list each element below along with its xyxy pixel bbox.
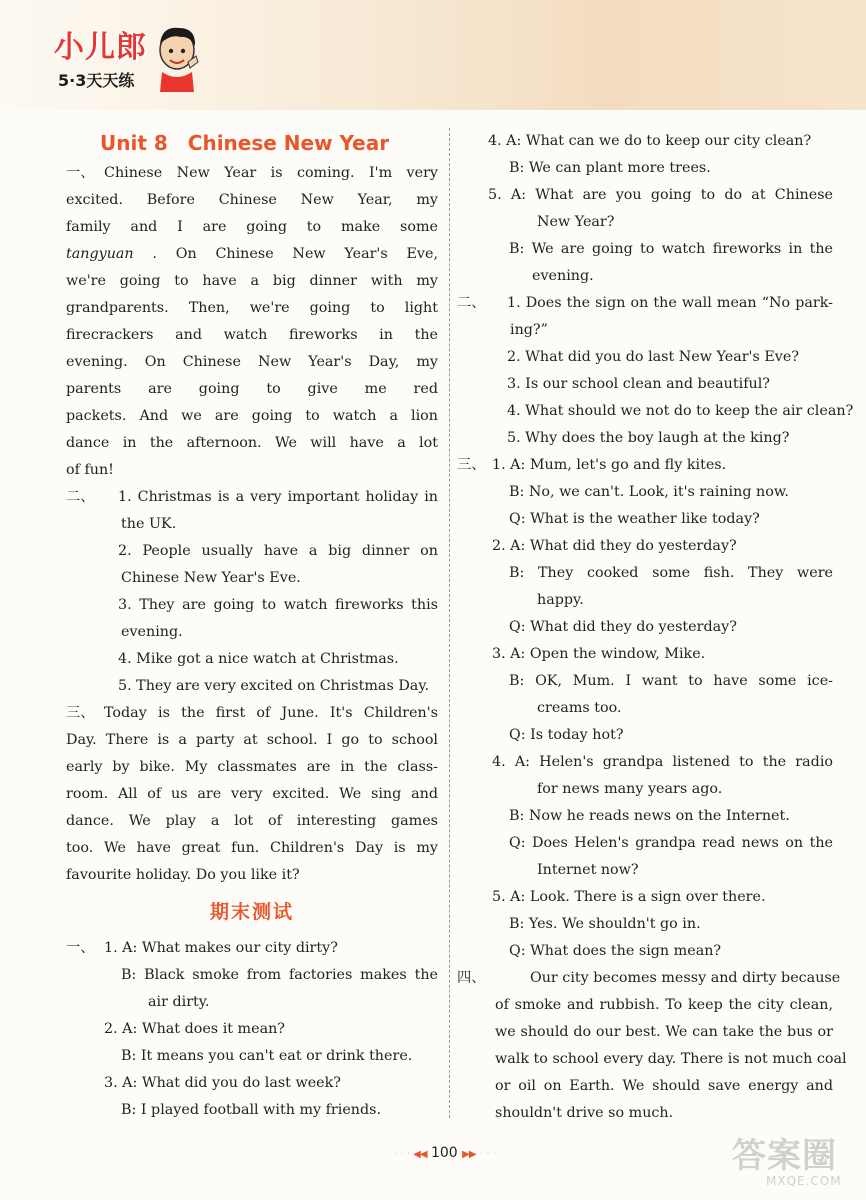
answer-text: Q: Does Helen's grandpa read news on the (509, 835, 833, 851)
answer-line (457, 209, 833, 236)
answer-line (66, 646, 438, 673)
answer-text: Chinese New Year's Eve. (121, 570, 301, 586)
answer-line (66, 565, 438, 592)
answer-line (457, 911, 833, 938)
logo-title: 小儿郎 (54, 30, 147, 65)
answer-text: creams too. (537, 700, 622, 716)
answer-text: early by bike. My classmates are in the class- (66, 759, 438, 775)
answer-text: B: They cooked some fish. They were (509, 565, 833, 581)
answer-line (457, 587, 833, 614)
italic-word: tangyuan (66, 246, 134, 262)
answer-text: 2. A: What does it mean? (104, 1021, 285, 1037)
answer-text: B: Black smoke from factories makes the (121, 967, 438, 983)
answer-line (457, 317, 833, 344)
answer-line (66, 673, 438, 700)
answer-text: too. We have great fun. Children's Day is my (66, 840, 438, 856)
answer-line (66, 430, 438, 457)
answer-text: we're going to have a big dinner with my (66, 273, 438, 289)
answer-text: the UK. (121, 516, 177, 532)
answer-line (457, 371, 833, 398)
answer-line (457, 1046, 847, 1073)
answer-line (457, 155, 833, 182)
answer-text: 1. A: Mum, let's go and fly kites. (492, 457, 727, 473)
answer-text: excited. Before Chinese New Year, my (66, 192, 438, 208)
answer-text: we should do our best. We can take the bus or (495, 1024, 833, 1040)
answer-line (457, 614, 833, 641)
answer-text: 3. A: Open the window, Mike. (492, 646, 706, 662)
answer-text: walk to school every day. There is not much coal (495, 1051, 847, 1067)
answer-line (457, 398, 854, 425)
question-number: 二、 (457, 295, 486, 311)
answer-text: 3. They are going to watch fireworks this (118, 597, 438, 613)
answer-line (66, 781, 438, 808)
answer-text: Chinese New Year is coming. I'm very (104, 165, 438, 181)
answer-line (66, 862, 438, 889)
answer-line (66, 403, 438, 430)
watermark-sub: MXQE.COM (766, 1174, 842, 1188)
answer-text: B: OK, Mum. I want to have some ice- (509, 673, 833, 689)
column-divider (449, 128, 450, 1118)
answers-unit8 (66, 160, 438, 889)
answer-text: air dirty. (148, 994, 210, 1010)
answer-text: B: No, we can't. Look, it's raining now. (509, 484, 789, 500)
answers-final-test (66, 935, 438, 1124)
logo-subtitle: 5·3天天练 (58, 71, 135, 90)
answer-line (457, 236, 833, 263)
answer-text: of fun! (66, 462, 114, 478)
answer-text: Q: What does the sign mean? (509, 943, 722, 959)
answer-line (457, 695, 833, 722)
answer-line (66, 962, 438, 989)
answer-text: Q: What did they do yesterday? (509, 619, 737, 635)
answer-text: Our city becomes messy and dirty because (530, 970, 841, 986)
dots-right-icon: · · · (480, 1149, 496, 1160)
answer-text: 1. Christmas is a very important holiday in (118, 489, 438, 505)
answer-line (457, 776, 833, 803)
answer-text: B: Yes. We shouldn't go in. (509, 916, 701, 932)
answer-line (457, 884, 833, 911)
answer-line (66, 754, 438, 781)
arrows-left-icon: ◀◀ (413, 1149, 427, 1160)
answer-line (66, 160, 438, 187)
answer-line (66, 295, 438, 322)
page-number: 100 (430, 1145, 458, 1161)
watermark (728, 1128, 856, 1194)
answer-text: Q: What is the weather like today? (509, 511, 760, 527)
answer-line (66, 808, 438, 835)
answer-line (457, 722, 833, 749)
answer-line (66, 538, 438, 565)
question-number: 一、 (66, 940, 95, 956)
answer-line (66, 700, 438, 727)
question-number: 三、 (457, 457, 486, 473)
answer-text: 1. Does the sign on the wall mean “No park- (507, 295, 833, 311)
answer-line (457, 506, 833, 533)
answer-line (457, 344, 833, 371)
answer-text: 3. Is our school clean and beautiful? (507, 376, 770, 392)
answer-text: 5. Why does the boy laugh at the king? (507, 430, 790, 446)
watermark-main: 答案圈 (732, 1136, 837, 1176)
answer-line (457, 749, 833, 776)
answer-text: 2. A: What did they do yesterday? (492, 538, 737, 554)
answer-text: 4. A: Helen's grandpa listened to the radio (492, 754, 833, 770)
answer-text: 5. A: What are you going to do at Chinese (488, 187, 833, 203)
answer-text: room. All of us are very excited. We sing and (66, 786, 438, 802)
answer-line (66, 1097, 438, 1124)
question-number: 一、 (66, 165, 95, 181)
answer-line (66, 1043, 438, 1070)
answer-text: 2. People usually have a big dinner on (118, 543, 438, 559)
answer-text: evening. On Chinese New Year's Day, my (66, 354, 438, 370)
answer-text: 2. What did you do last New Year's Eve? (507, 349, 800, 365)
answer-line (457, 965, 841, 992)
boy-mascot-icon (152, 22, 202, 92)
answer-text: shouldn't drive so much. (495, 1105, 674, 1121)
right-column (457, 128, 854, 1127)
question-number: 二、 (66, 489, 95, 505)
answer-text: Day. There is a party at school. I go to school (66, 732, 438, 748)
left-column (66, 128, 438, 1124)
answer-line (66, 484, 438, 511)
answer-line (457, 1100, 833, 1127)
answer-line (457, 1073, 833, 1100)
answer-text: Q: Is today hot? (509, 727, 624, 743)
answer-text: B: We can plant more trees. (509, 160, 711, 176)
answer-text: Internet now? (537, 862, 639, 878)
answer-line (457, 857, 833, 884)
answer-text: evening. (121, 624, 183, 640)
final-test-title: 期末测试 (209, 901, 294, 923)
answer-text: New Year? (537, 214, 615, 230)
answer-text: B: I played football with my friends. (121, 1102, 382, 1118)
answer-text: B: We are going to watch fireworks in the (509, 241, 833, 257)
answer-line (66, 349, 438, 376)
answer-line (66, 322, 438, 349)
answer-text: 1. A: What makes our city dirty? (104, 940, 338, 956)
answer-text: dance in the afternoon. We will have a lot (66, 435, 438, 451)
unit-title: Unit 8 Chinese New Year (100, 131, 390, 155)
answer-line (457, 992, 833, 1019)
answer-text: ing?” (510, 322, 548, 338)
answer-line (457, 830, 833, 857)
answer-line (457, 533, 833, 560)
answer-line (66, 619, 438, 646)
answer-text: grandparents. Then, we're going to light (66, 300, 438, 316)
answer-line (457, 479, 833, 506)
answer-line (66, 511, 438, 538)
answer-text: parents are going to give me red (66, 381, 438, 397)
answer-line (457, 668, 833, 695)
answer-line (457, 182, 833, 209)
answer-line (457, 263, 833, 290)
answer-line (66, 1070, 438, 1097)
answer-line (66, 187, 438, 214)
answer-text: dance. We play a lot of interesting games (66, 813, 438, 829)
answer-line (457, 128, 833, 155)
answer-line (457, 290, 833, 317)
question-number: 四、 (457, 970, 486, 986)
answer-line (66, 214, 438, 241)
logo (44, 18, 204, 93)
answer-text: of smoke and rubbish. To keep the city clean, (495, 997, 833, 1013)
question-number: 三、 (66, 705, 95, 721)
arrows-right-icon: ▶▶ (462, 1149, 476, 1160)
answer-text: B: Now he reads news on the Internet. (509, 808, 790, 824)
answer-line (66, 376, 438, 403)
answer-line (66, 989, 438, 1016)
answer-text: 4. What should we not do to keep the air clean? (507, 403, 854, 419)
answer-line (66, 727, 438, 754)
answer-text: 4. Mike got a nice watch at Christmas. (118, 651, 399, 667)
answer-line (66, 935, 438, 962)
answer-text (66, 241, 438, 268)
answer-text: 5. They are very excited on Christmas Day. (118, 678, 430, 694)
text-segment: . On Chinese New Year's Eve, (133, 246, 438, 262)
answer-text: 5. A: Look. There is a sign over there. (492, 889, 766, 905)
dots-left-icon: · · · (394, 1149, 414, 1160)
answer-line (457, 1019, 833, 1046)
answer-line (457, 938, 833, 965)
answer-text: 4. A: What can we do to keep our city clean? (488, 133, 812, 149)
page-footer (370, 1145, 520, 1167)
answer-line (66, 835, 438, 862)
answer-text: or oil on Earth. We should save energy and (495, 1078, 833, 1094)
answers-final-test-continued (457, 128, 854, 1127)
answer-line (457, 425, 833, 452)
answer-text: for news many years ago. (537, 781, 723, 797)
answer-line (457, 803, 833, 830)
answer-text: favourite holiday. Do you like it? (66, 867, 300, 883)
answer-text: B: It means you can't eat or drink there. (121, 1048, 413, 1064)
answer-text: packets. And we are going to watch a lion (66, 408, 438, 424)
answer-text: firecrackers and watch fireworks in the (66, 327, 438, 343)
answer-text: Today is the first of June. It's Children's (104, 705, 438, 721)
answer-line (66, 268, 438, 295)
answer-text: 3. A: What did you do last week? (104, 1075, 341, 1091)
answer-line (66, 241, 438, 268)
answer-line (66, 457, 438, 484)
answer-text: evening. (532, 268, 594, 284)
answer-text: happy. (537, 592, 584, 608)
answer-line (66, 1016, 438, 1043)
answer-line (457, 452, 833, 479)
answer-text: family and I are going to make some (66, 219, 438, 235)
answer-line (457, 641, 833, 668)
answer-line (66, 592, 438, 619)
answer-line (457, 560, 833, 587)
